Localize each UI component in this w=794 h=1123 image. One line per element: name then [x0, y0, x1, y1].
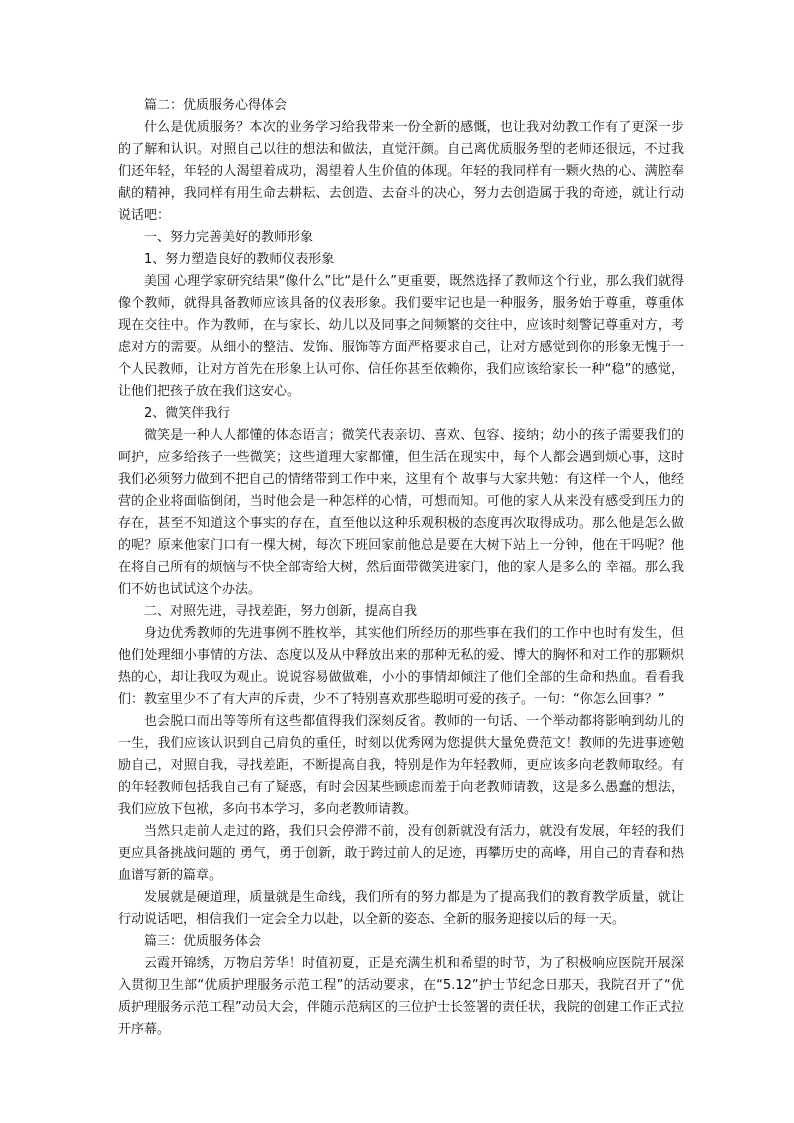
section-heading: 篇二：优质服务心得体会: [144, 98, 288, 113]
paragraph: 美国 心理学家研究结果“像什么”比“是什么”更重要，既然选择了教师这个行业，那么我们就得像个教师，就得具备教师应该具备的仪表形象。我们要牢记也是一种服务，服务始于尊重，尊重体现在交往中。作为教师，在与家长、幼儿以及同事之间频繁的交往中，应该时刻警记尊重对方，考虑对方的需要。从细小的整洁、发饰、服饰等方面严格要求自己，让对方感觉到你的形象无愧于一个人民教师，让对方首先在形象上认可你、信任你甚至依赖你，我们应该给家长一种“稳”的感觉，让他们把孩子放在我们这安心。: [118, 274, 684, 399]
subheading: 1、努力塑造良好的教师仪表形象: [144, 252, 335, 267]
paragraph: 也会脱口而出等等所有这些都值得我们深刻反省。教师的一句话、一个举动都将影响到幼儿的一生，我们应该认识到自己肩负的重任，时刻以优秀网为您提供大量免费范文！教师的先进事迹勉励自己，对照自我，寻找差距，不断提高自我，特别是作为年轻教师，更应该多向老教师取经。有的年轻教师包括我自己有了疑惑，有时会因某些顾虑而羞于向老教师请教，这是多么愚蠢的想法，我们应放下包袱，多向书本学习，多向老教师请教。: [118, 714, 684, 817]
paragraph: 云霞开锦绣，万物启芳华！时值初夏，正是充满生机和希望的时节，为了积极响应医院开展深入贯彻卫生部“优质护理服务示范工程”的活动要求，在“5.12”护士节纪念日那天，我院召开了“优质护理服务示范工程”动员大会，伴随示范病区的三位护士长签署的责任状，我院的创建工作正式拉开序幕。: [118, 956, 684, 1037]
section-heading: 篇三：优质服务体会: [144, 934, 262, 949]
paragraph: 当然只走前人走过的路，我们只会停滞不前，没有创新就没有活力，就没有发展，年轻的我们更应具备挑战问题的 勇气，勇于创新，敢于跨过前人的足迹，再攀历史的高峰，用自己的青春和热血谱写新的篇章。: [118, 824, 684, 883]
paragraph: 身边优秀教师的先进事例不胜枚举，其实他们所经历的那些事在我们的工作中也时有发生，但他们处理细小事情的方法、态度以及从中释放出来的那种无私的爱、博大的胸怀和对工作的那颗炽热的心，却让我叹为观止。说说容易做做难，小小的事情却倾注了他们全部的生命和热血。看看我们：教室里少不了有大声的斥责，少不了特别喜欢那些聪明可爱的孩子。一句：“你怎么回事？”: [118, 626, 684, 707]
paragraph: 发展就是硬道理，质量就是生命线，我们所有的努力都是为了提高我们的教育教学质量，就让行动说话吧，相信我们一定会全力以赴，以全新的姿态、全新的服务迎接以后的每一天。: [118, 890, 684, 927]
subheading: 一、努力完善美好的教师形象: [144, 230, 314, 245]
document-body: [118, 95, 684, 1041]
subheading: 二、对照先进，寻找差距，努力创新，提高自我: [144, 604, 418, 619]
paragraph: 微笑是一种人人都懂的体态语言；微笑代表亲切、喜欢、包容、接纳；幼小的孩子需要我们的呵护，应多给孩子一些微笑；这些道理大家都懂，但生活在现实中，每个人都会遇到烦心事，这时我们必须努力做到不把自己的情绪带到工作中来，这里有个 故事与大家共勉：有这样一个人，他经营的企业将面临倒闭，当时他会是一种怎样的心情，可想而知。可他的家人从来没有感受到压力的存在，甚至不知道这个事实的存在，直至他以这种乐观积极的态度再次取得成功。那么他是怎么做的呢？原来他家门口有一棵大树，每次下班回家前他总是要在大树下站上一分钟，他在干吗呢？他在将自己所有的烦恼与不快全部寄给大树，然后面带微笑进家门，他的家人是多么的 幸福。那么我们不妨也试试这个办法。: [118, 428, 684, 597]
subheading: 2、微笑伴我行: [144, 406, 231, 421]
paragraph: 什么是优质服务？本次的业务学习给我带来一份全新的感慨，也让我对幼教工作有了更深一步的了解和认识。对照自己以往的想法和做法，直觉汗颜。自己离优质服务型的老师还很远，不过我们还年轻，年轻的人渴望着成功，渴望着人生价值的体现。年轻的我同样有一颗火热的心、满腔奉献的精神，我同样有用生命去耕耘、去创造、去奋斗的决心，努力去创造属于我的奇迹，就让行动说话吧：: [118, 120, 684, 223]
